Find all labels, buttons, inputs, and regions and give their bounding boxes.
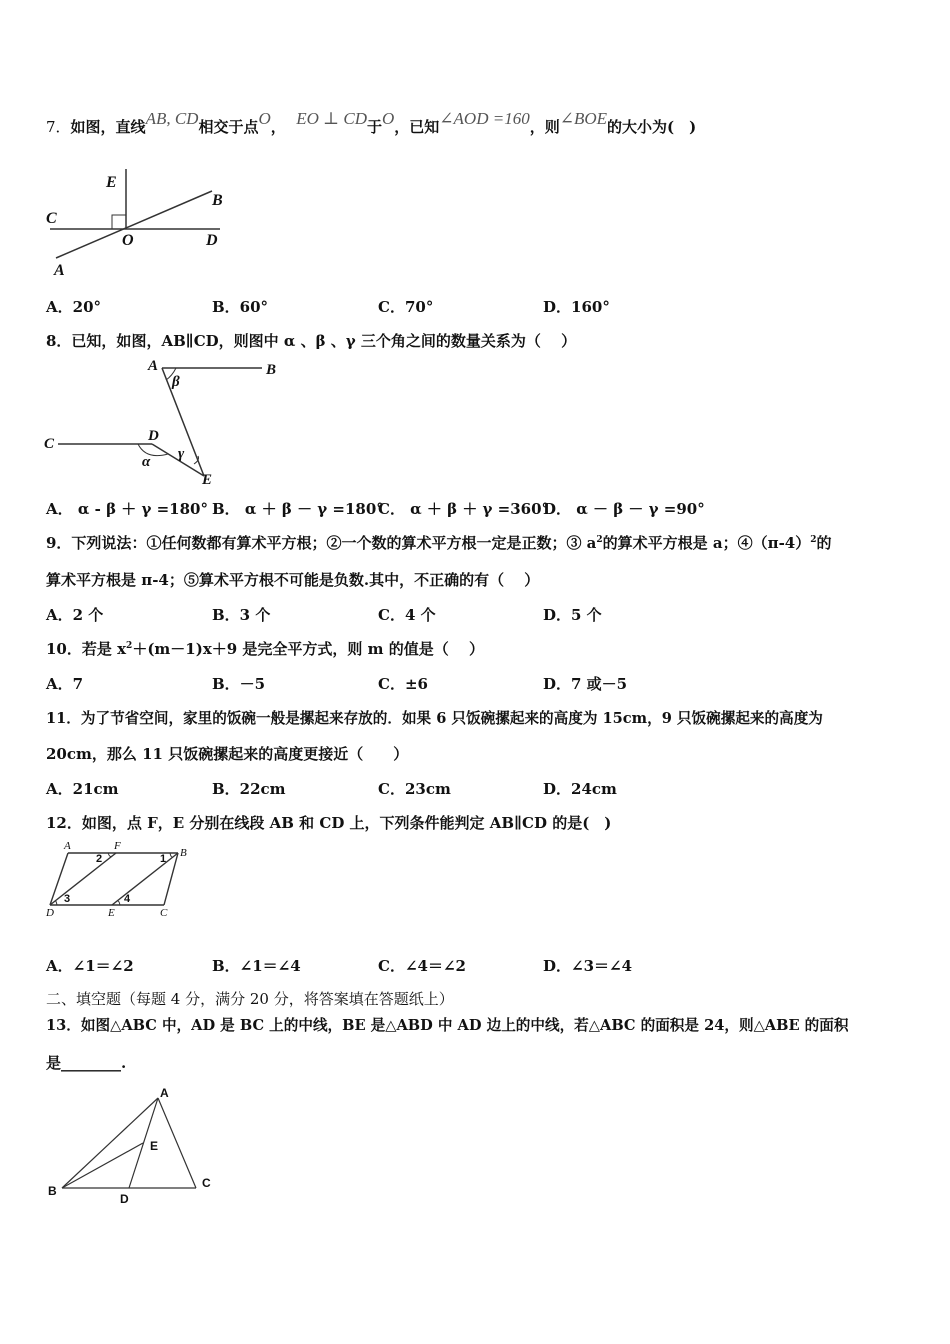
q8-option-d[interactable]: D． α － β － γ =90° (543, 500, 705, 518)
q9-option-b[interactable]: B．3 个 (212, 606, 271, 624)
q7-math-6: ∠BOE (559, 109, 608, 128)
q9-stem-line1 (46, 532, 832, 553)
q11-option-b[interactable]: B．22cm (212, 780, 286, 798)
q12-label-n1: 1 (160, 853, 167, 865)
q7-text-7: 的大小为( ) (607, 118, 697, 136)
q7-label-b: B (212, 192, 223, 209)
q7-stem (46, 109, 697, 137)
q10-option-a[interactable]: A．7 (46, 675, 84, 693)
q9-option-c[interactable]: C．4 个 (378, 606, 436, 624)
q12-label-n4: 4 (124, 893, 131, 905)
q7-option-d[interactable]: D．160° (543, 298, 610, 316)
q8-label-a: A (148, 358, 159, 374)
q7-text-2: 相交于点 (198, 118, 259, 136)
q11-option-a[interactable]: A．21cm (46, 780, 119, 798)
q9-text-b: 的算术平方根是 a；④（π-4） (602, 534, 811, 552)
q8-option-a[interactable]: A． α - β ＋ γ =180° (46, 500, 208, 518)
q10-option-d[interactable]: D．7 或－5 (543, 675, 628, 693)
q12-line-be (112, 853, 178, 905)
q9-option-d[interactable]: D．5 个 (543, 606, 602, 624)
q9-text-c: 的 (816, 534, 832, 552)
q7-math-4: O (382, 109, 395, 128)
q7-math-2: O (258, 109, 271, 128)
q13-label-e: E (150, 1139, 159, 1153)
q8-option-c[interactable]: C． α ＋ β ＋ γ =360° (378, 500, 550, 518)
q7-label-d: D (206, 232, 218, 249)
q7-text-1: 如图，直线 (70, 118, 146, 136)
q12-label-f: F (114, 840, 121, 852)
q8-label-b: B (266, 362, 277, 378)
q7-label-e: E (106, 174, 117, 191)
q10-sup: 2 (126, 641, 133, 651)
q11-option-d[interactable]: D．24cm (543, 780, 617, 798)
q7-number: 7． (46, 118, 71, 136)
q9-option-a[interactable]: A．2 个 (46, 606, 104, 624)
q8-option-b[interactable]: B． α ＋ β － γ =180° (212, 500, 384, 518)
q7-math-5: ∠AOD =160 (439, 109, 530, 128)
q9-sup-1: 2 (596, 535, 603, 545)
q12-label-n2: 2 (96, 853, 103, 865)
q12-label-b: B (180, 847, 187, 859)
q12-option-c[interactable]: C．∠4＝∠2 (378, 957, 466, 975)
q13-stem-line1: 13．如图△ABC 中，AD 是 BC 上的中线，BE 是△ABD 中 AD 边上的中线，若△ABC 的面积是 24，则△ABE 的面积 (46, 1017, 849, 1034)
q7-text-4: 于 (366, 118, 382, 136)
q11-stem-line2: 20cm，那么 11 只饭碗摞起来的高度更接近（ ） (46, 745, 409, 763)
q13-line-ac (158, 1098, 196, 1188)
q7-option-a[interactable]: A．20° (46, 298, 102, 316)
q7-right-angle-mark (112, 215, 126, 229)
q7-text-3: ， (270, 118, 286, 136)
q13-label-d: D (120, 1192, 129, 1206)
q7-text-6: ，则 (529, 118, 560, 136)
q13-stem-line2: 是________. (46, 1054, 127, 1072)
q8-stem: 8．已知，如图，AB∥CD，则图中 α 、β 、γ 三个角之间的数量关系为（ ） (46, 332, 577, 350)
q12-line-fd (50, 853, 116, 905)
q13-figure (40, 1082, 230, 1212)
q7-label-c: C (46, 210, 57, 227)
q8-label-alpha: α (142, 454, 151, 470)
q12-option-a[interactable]: A．∠1＝∠2 (46, 957, 134, 975)
q7-line-ab (56, 191, 212, 258)
q13-label-a: A (160, 1086, 169, 1100)
q10-text-a: 10．若是 x (46, 640, 127, 658)
q7-text-5: ，已知 (394, 118, 440, 136)
q8-figure (40, 356, 290, 491)
q7-option-c[interactable]: C．70° (378, 298, 434, 316)
q12-label-c: C (160, 907, 168, 919)
q13-label-b: B (48, 1184, 57, 1198)
q9-sup-2: 2 (810, 535, 817, 545)
q8-label-d: D (148, 428, 159, 444)
q7-math-1: AB, CD (145, 109, 199, 128)
q10-option-b[interactable]: B．－5 (212, 675, 266, 693)
q7-figure (40, 165, 240, 280)
q12-option-b[interactable]: B．∠1＝∠4 (212, 957, 301, 975)
q13-label-c: C (202, 1176, 211, 1190)
q8-label-gamma: γ (178, 446, 185, 462)
q11-option-c[interactable]: C．23cm (378, 780, 451, 798)
q12-label-d: D (46, 907, 54, 919)
q12-option-d[interactable]: D．∠3＝∠4 (543, 957, 633, 975)
q12-stem: 12．如图，点 F，E 分别在线段 AB 和 CD 上，下列条件能判定 AB∥CD 的是( ) (46, 814, 612, 832)
q12-label-n3: 3 (64, 893, 71, 905)
q12-figure (40, 838, 210, 923)
q11-stem-line1: 11．为了节省空间，家里的饭碗一般是摞起来存放的．如果 6 只饭碗摞起来的高度为 15cm，9 只饭碗摞起来的高度为 (46, 710, 823, 727)
q9-stem-line2: 算术平方根是 π-4；⑤算术平方根不可能是负数.其中，不正确的有（ ） (46, 571, 540, 589)
q9-text-a: 9．下列说法：①任何数都有算术平方根；②一个数的算术平方根一定是正数；③ a (46, 534, 597, 552)
q7-math-3: EO ⊥ CD (296, 109, 367, 128)
q8-label-e: E (202, 472, 213, 488)
q8-label-beta: β (172, 374, 180, 390)
q12-label-a: A (64, 840, 71, 852)
q10-option-c[interactable]: C．±6 (378, 675, 428, 693)
q7-option-b[interactable]: B．60° (212, 298, 269, 316)
q10-text-b: ＋(m－1)x＋9 是完全平方式，则 m 的值是（ ） (132, 640, 484, 658)
q7-label-a: A (54, 262, 65, 279)
q7-label-o: O (122, 232, 134, 249)
q8-label-c: C (44, 436, 55, 452)
section2-title: 二、填空题（每题 4 分，满分 20 分，将答案填在答题纸上） (46, 990, 454, 1008)
q12-label-e: E (108, 907, 115, 919)
q10-stem (46, 638, 484, 659)
